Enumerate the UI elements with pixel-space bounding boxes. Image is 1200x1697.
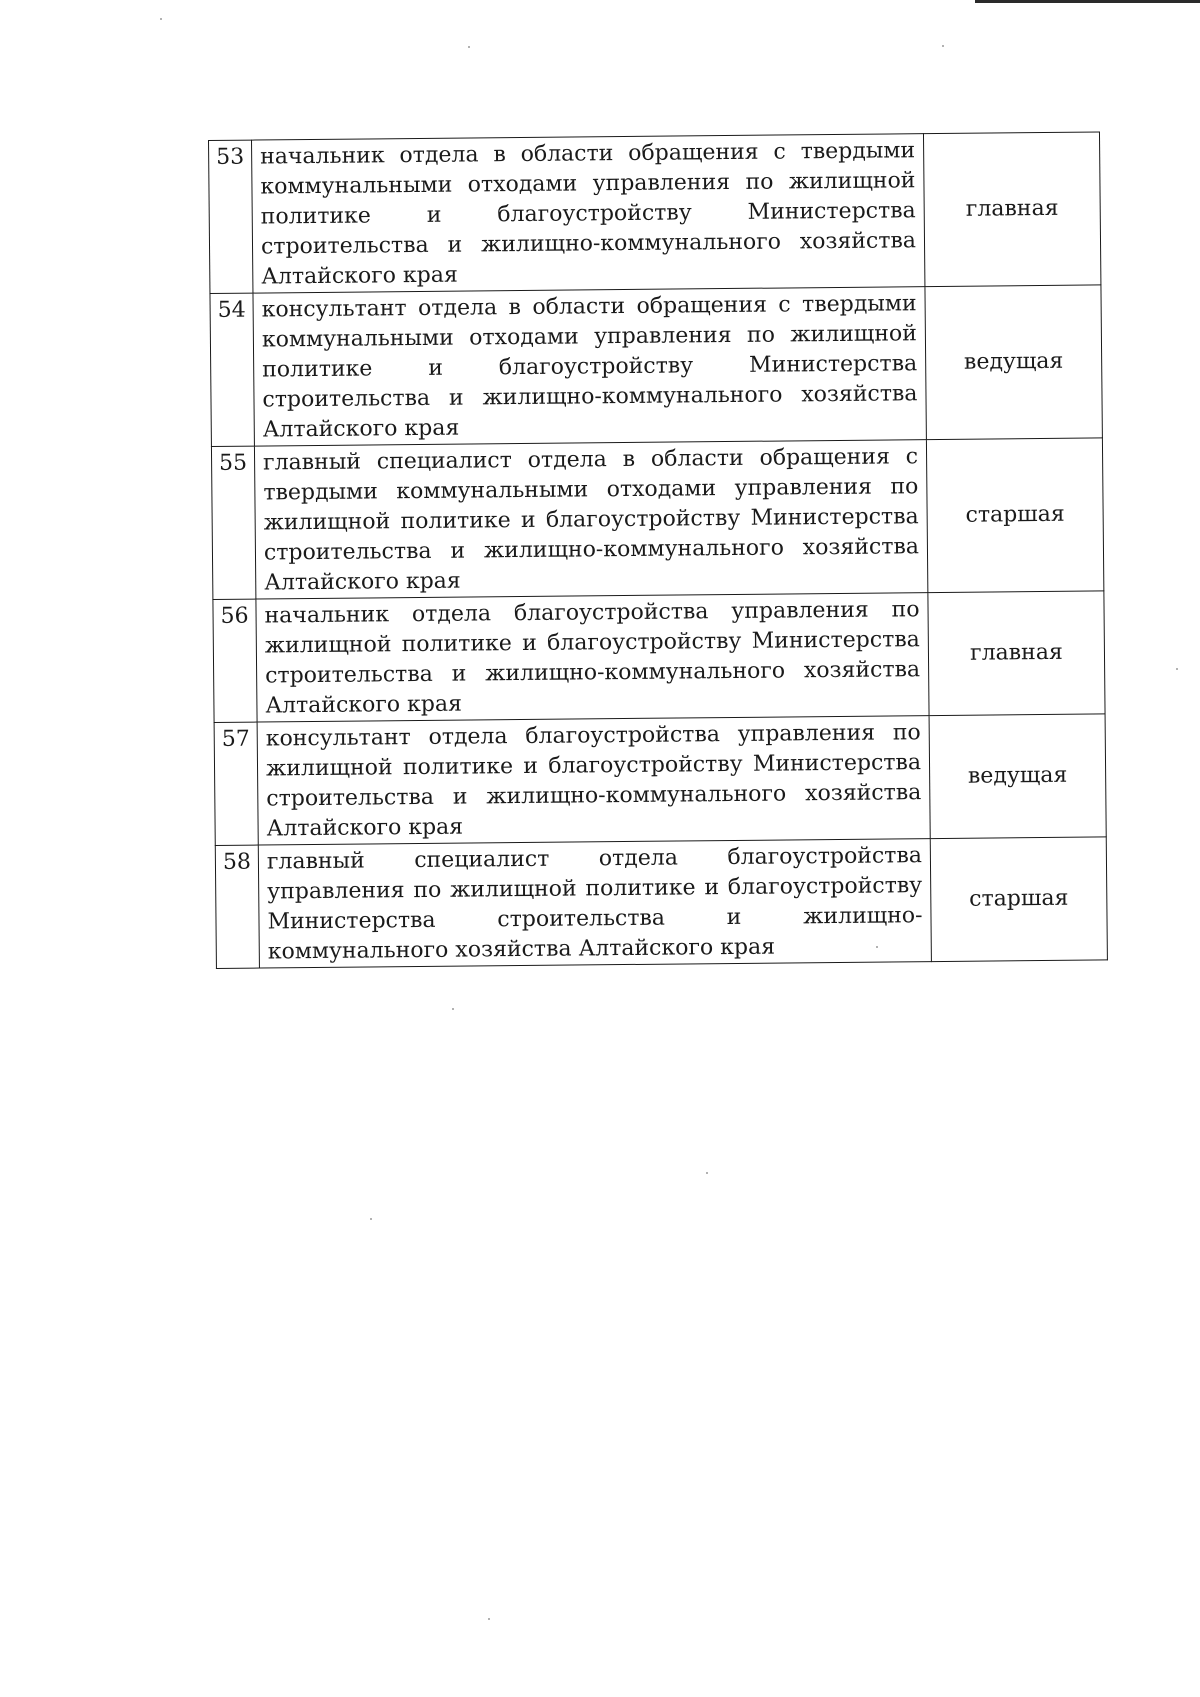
position-description: консультант отдела благоустройства управления по жилищной политике и благоустройству Министерства строительства и жилищно-коммунального хозяйства Алтайского края	[257, 716, 930, 845]
scan-speck	[488, 1618, 490, 1620]
scan-speck	[1176, 668, 1178, 670]
position-description: консультант отдела в области обращения с твердыми коммунальными отходами управления по жилищной политике и благоустройству Министерства строительства и жилищно-коммунального хозяйства Алтайского края	[253, 287, 926, 446]
table-row	[210, 285, 1102, 447]
position-group: главная	[928, 591, 1105, 716]
table-row	[215, 837, 1107, 969]
scan-speck	[706, 1172, 708, 1174]
row-number: 54	[210, 293, 254, 446]
position-description: начальник отдела в области обращения с твердыми коммунальными отходами управления по жилищной политике и благоустройству Министерства строительства и жилищно-коммунального хозяйства Алтайского края	[252, 134, 925, 293]
position-group: ведущая	[929, 714, 1106, 839]
row-number: 55	[211, 446, 255, 599]
scan-speck	[468, 46, 470, 48]
position-description: начальник отдела благоустройства управления по жилищной политике и благоустройству Министерства строительства и жилищно-коммунального хозяйства Алтайского края	[256, 593, 929, 722]
position-group: старшая	[930, 837, 1107, 962]
scan-edge-mark	[975, 0, 1200, 3]
scan-speck	[370, 1218, 372, 1220]
row-number: 56	[213, 599, 257, 722]
row-number: 53	[209, 140, 253, 293]
row-number: 58	[215, 845, 259, 968]
position-group: главная	[923, 132, 1100, 287]
position-group: старшая	[926, 438, 1103, 593]
row-number: 57	[214, 722, 258, 845]
table-row	[209, 132, 1101, 294]
position-group: ведущая	[925, 285, 1102, 440]
scan-speck	[942, 45, 944, 47]
table-row	[211, 438, 1103, 600]
position-description: главный специалист отдела в области обращения с твердыми коммунальными отходами управления по жилищной политике и благоустройству Министерства строительства и жилищно-коммунального хозяйства Алтайского края	[254, 440, 927, 599]
positions-table	[208, 131, 1108, 969]
position-description: главный специалист отдела благоустройства управления по жилищной политике и благоустройству Министерства строительства и жилищно-коммунального хозяйства Алтайского края	[258, 839, 931, 968]
table-row	[213, 591, 1105, 723]
scan-speck	[452, 1008, 454, 1010]
table-row	[214, 714, 1106, 846]
scan-speck	[160, 18, 162, 20]
